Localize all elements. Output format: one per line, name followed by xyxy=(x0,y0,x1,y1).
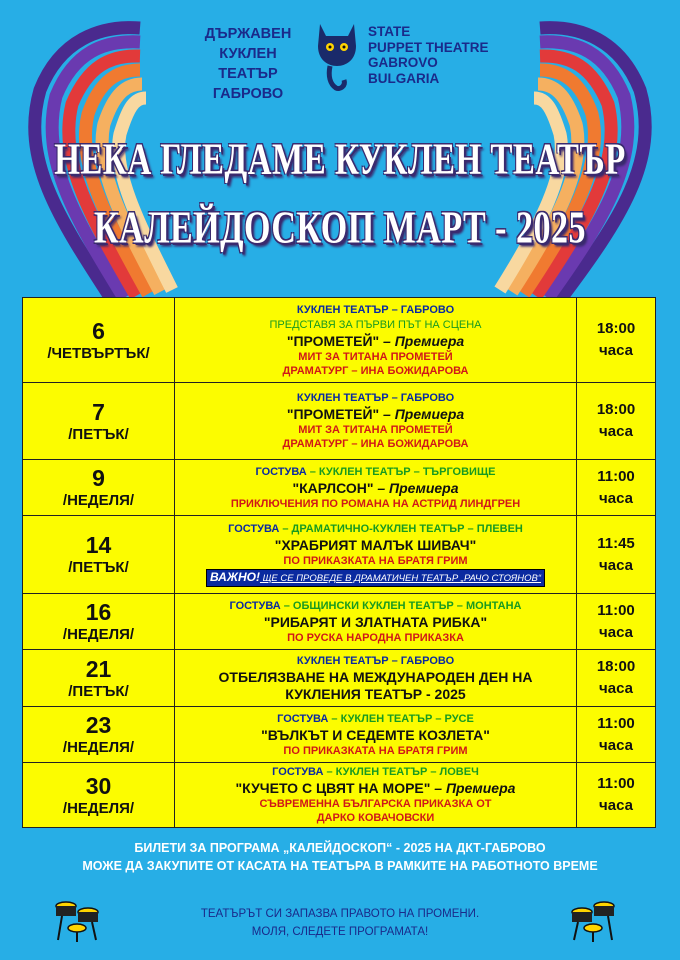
event-cell: ГОСТУВА – КУКЛЕН ТЕАТЪР – ЛОВЕЧ "КУЧЕТО С ЦВЯТ НА МОРЕ" – Премиера СЪВРЕМЕННА БЪЛГАРСКА ПРИКАЗКА ОТ ДАРКО КОВАЧОВСКИ xyxy=(175,763,577,828)
date-cell: 21 /ПЕТЪК/ xyxy=(23,650,175,707)
theatre-name-en: STATE PUPPET THEATRE GABROVO BULGARIA xyxy=(368,24,489,86)
event-cell: ГОСТУВА – ОБЩИНСКИ КУКЛЕН ТЕАТЪР – МОНТАНА "РИБАРЯТ И ЗЛАТНАТА РИБКА" ПО РУСКА НАРОДНА ПРИКАЗКА xyxy=(175,594,577,650)
date-cell: 16 /НЕДЕЛЯ/ xyxy=(23,594,175,650)
cat-logo-icon xyxy=(312,20,362,92)
footer-note: ТЕАТЪРЪТ СИ ЗАПАЗВА ПРАВОТО НА ПРОМЕНИ. МОЛЯ, СЛЕДЕТЕ ПРОГРАМАТА! xyxy=(200,908,480,938)
time-cell: 11:00 часа xyxy=(577,594,656,650)
event-cell: ГОСТУВА – КУКЛЕН ТЕАТЪР – РУСЕ "ВЪЛКЪТ И СЕДЕМТЕ КОЗЛЕТА" ПО ПРИКАЗКАТА НА БРАТЯ ГРИМ xyxy=(175,707,577,763)
schedule-table xyxy=(22,297,656,828)
drum-icon xyxy=(568,896,618,944)
time-cell: 18:00 часа xyxy=(577,650,656,707)
time-cell: 11:00 часа xyxy=(577,707,656,763)
time-cell: 11:45 часа xyxy=(577,516,656,594)
event-cell: КУКЛЕН ТЕАТЪР – ГАБРОВО ОТБЕЛЯЗВАНЕ НА МЕЖДУНАРОДЕН ДЕН НА КУКЛЕНИЯ ТЕАТЪР - 2025 xyxy=(175,650,577,707)
date-cell: 30 /НЕДЕЛЯ/ xyxy=(23,763,175,828)
time-cell: 11:00 часа xyxy=(577,460,656,516)
important-note: ВАЖНО! ЩЕ СЕ ПРОВЕДЕ В ДРАМАТИЧЕН ТЕАТЪР „РАЧО СТОЯНОВ“ xyxy=(206,569,545,587)
event-cell: ГОСТУВА – ДРАМАТИЧНО-КУКЛЕН ТЕАТЪР – ПЛЕВЕН "ХРАБРИЯТ МАЛЪК ШИВАЧ" ПО ПРИКАЗКАТА НА БРАТЯ ГРИМ ВАЖНО! ЩЕ СЕ ПРОВЕДЕ В ДРАМАТИЧЕН ТЕАТЪР „РАЧО СТОЯНОВ“ xyxy=(175,516,577,594)
schedule-row xyxy=(23,594,656,650)
time-cell: 18:00 часа xyxy=(577,298,656,383)
schedule-row xyxy=(23,298,656,383)
ticket-info: БИЛЕТИ ЗА ПРОГРАМА „КАЛЕЙДОСКОП“ - 2025 НА ДКТ-ГАБРОВО МОЖЕ ДА ЗАКУПИТЕ ОТ КАСАТА НА ТЕАТЪРА В РАМКИТЕ НА РАБОТНОТО ВРЕМЕ xyxy=(82,841,598,873)
schedule-row xyxy=(23,383,656,460)
schedule-row xyxy=(23,763,656,828)
schedule-row xyxy=(23,707,656,763)
event-cell: ГОСТУВА – КУКЛЕН ТЕАТЪР – ТЪРГОВИЩЕ "КАРЛСОН" – Премиера ПРИКЛЮЧЕНИЯ ПО РОМАНА НА АСТРИД ЛИНДГРЕН xyxy=(175,460,577,516)
date-cell: 14 /ПЕТЪК/ xyxy=(23,516,175,594)
time-cell: 11:00 часа xyxy=(577,763,656,828)
date-cell: 7 /ПЕТЪК/ xyxy=(23,383,175,460)
event-cell: КУКЛЕН ТЕАТЪР – ГАБРОВО ПРЕДСТАВЯ ЗА ПЪРВИ ПЪТ НА СЦЕНА "ПРОМЕТЕЙ" – Премиера МИТ ЗА ТИТАНА ПРОМЕТЕЙ ДРАМАТУРГ – ИНА БОЖИДАРОВА xyxy=(175,298,577,383)
date-cell: 6 /ЧЕТВЪРТЪК/ xyxy=(23,298,175,383)
program-title: КАЛЕЙДОСКОП МАРТ - 2025 xyxy=(94,203,586,254)
date-cell: 23 /НЕДЕЛЯ/ xyxy=(23,707,175,763)
theatre-name-bg: ДЪРЖАВЕН КУКЛЕН ТЕАТЪР ГАБРОВО xyxy=(204,26,292,102)
schedule-row xyxy=(23,650,656,707)
main-title: НЕКА ГЛЕДАМЕ КУКЛЕН ТЕАТЪР xyxy=(54,135,626,185)
date-cell: 9 /НЕДЕЛЯ/ xyxy=(23,460,175,516)
schedule-row xyxy=(23,460,656,516)
time-cell: 18:00 часа xyxy=(577,383,656,460)
schedule-row xyxy=(23,516,656,594)
event-cell: КУКЛЕН ТЕАТЪР – ГАБРОВО "ПРОМЕТЕЙ" – Премиера МИТ ЗА ТИТАНА ПРОМЕТЕЙ ДРАМАТУРГ – ИНА БОЖИДАРОВА xyxy=(175,383,577,460)
